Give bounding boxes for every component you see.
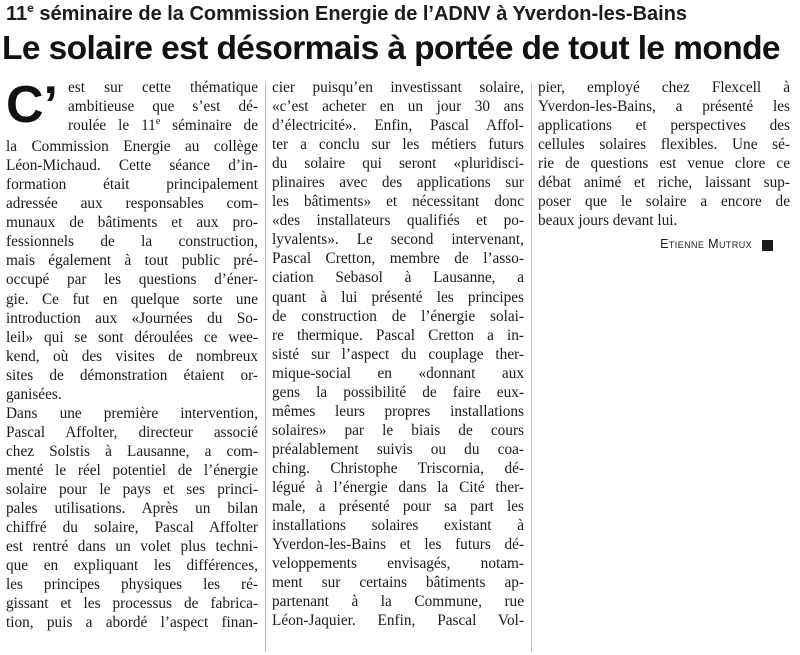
text-line: ter a conclu sur les métiers futurs: [272, 136, 524, 154]
text-line: introduction aux «Journées du So-: [6, 309, 258, 327]
text-line: menté le réel potentiel de l’énergie: [6, 461, 258, 479]
text-line: beaux jours devant lui.: [538, 212, 678, 230]
text-line: gissant et les processus de fabrica-: [6, 595, 258, 613]
kicker-line: [6, 2, 796, 28]
text-line: les principes physiques les ré-: [6, 576, 258, 594]
ordinal-suffix: e: [155, 116, 161, 128]
text-line: fessionnels de la construction,: [6, 233, 258, 251]
text-line: chiffré du solaire, Pascal Affolter: [6, 519, 258, 537]
text-line: mais également à tout public pré-: [6, 252, 258, 270]
text-line: la Commission Energie au collège: [6, 138, 258, 156]
text-fragment: roulée le 11: [68, 117, 156, 135]
text-line: munaux de bâtiments et aux pro-: [6, 214, 258, 232]
text-line: lyvalents». Le second intervenant,: [272, 231, 524, 249]
text-line: solaire pour le pays et ses princi-: [6, 480, 258, 498]
column-rule-2: [531, 82, 532, 652]
text-line: Pascal Affolter, directeur associé: [6, 423, 258, 441]
column-3: [538, 78, 790, 653]
text-line: kend, où des visites de nombreux: [6, 347, 258, 365]
text-line: d’électricité». Enfin, Pascal Affol-: [272, 117, 524, 135]
text-line: sites de démonstration étaient or-: [6, 366, 258, 384]
kicker-number: 11: [6, 3, 28, 25]
text-line: mique-social en «donnant aux: [272, 364, 524, 382]
text-line: solaires» par le biais de cours: [272, 421, 524, 439]
text-line: re thermique. Pascal Cretton a in-: [272, 326, 524, 344]
text-line: occupé par les questions d’éner-: [6, 271, 258, 289]
text-line: ciation Sebasol à Lausanne, a: [272, 269, 524, 287]
text-line: leil» qui se sont déroulées ce wee-: [6, 328, 258, 346]
text-line: Dans une première intervention,: [6, 404, 258, 422]
text-fragment: séminaire de: [160, 117, 258, 135]
text-line: installations solaires existant à: [272, 517, 524, 535]
text-line: [6, 116, 258, 137]
text-line: gie. Ce fut en quelque sorte une: [6, 290, 258, 308]
text-line: veloppements envisagés, notam-: [272, 555, 524, 573]
text-line: mêmes leurs propres installations: [272, 402, 524, 420]
drop-cap: C’: [6, 76, 58, 134]
text-line: male, a présenté pour sa part les: [272, 498, 524, 516]
kicker-text: séminaire de la Commission Energie de l’ADNV à Yverdon-les-Bains: [33, 3, 688, 25]
text-line: Léon-Michaud. Cette séance d’in-: [6, 157, 258, 175]
headline: Le solaire est désormais à portée de tout le monde: [2, 30, 780, 67]
text-line: légué à l’énergie dans la Cité ther-: [272, 478, 524, 496]
text-line: ganisées.: [6, 385, 62, 403]
text-line: ment sur certains bâtiments ap-: [272, 574, 524, 592]
text-line: «des installateurs qualifiés et po-: [272, 212, 524, 230]
text-line: formation était principalement: [6, 176, 258, 194]
text-line: chez Solstis à Lausanne, a com-: [6, 442, 258, 460]
text-line: adressée aux responsables com-: [6, 195, 258, 213]
column-1: [6, 78, 258, 653]
text-line: Léon-Jaquier. Enfin, Pascal Vol-: [272, 612, 524, 630]
text-line: ching. Christophe Triscornia, dé-: [272, 459, 524, 477]
text-line: «c’est acheter en un jour 30 ans: [272, 98, 524, 116]
text-line: les bâtiments» et nécessitant donc: [272, 193, 524, 211]
text-line: pales utilisations. Après un bilan: [6, 500, 258, 518]
text-line: poser que le solaire a encore de: [538, 193, 790, 211]
text-line: rie de questions est venue clore ce: [538, 155, 790, 173]
text-line: quant à lui présenté les principes: [272, 288, 524, 306]
text-line: sisté sur l’aspect du couplage ther-: [272, 345, 524, 363]
text-line: est sur cette thématique: [68, 79, 258, 96]
text-line: gens la possibilité de faire eux-: [272, 383, 524, 401]
text-line: Yverdon-les-Bains et les futurs dé-: [272, 536, 524, 554]
text-line: que en expliquant les différences,: [6, 557, 258, 575]
text-line: Pascal Cretton, membre de l’asso-: [272, 250, 524, 268]
end-mark-icon: [762, 240, 773, 251]
text-line: est rentré dans un volet plus techni-: [6, 538, 258, 556]
column-2: [272, 78, 524, 653]
text-line: débat animé et riche, laissant sup-: [538, 174, 790, 192]
text-line: applications et perspectives des: [538, 117, 790, 135]
text-line: Yverdon-les-Bains, a présenté les: [538, 98, 790, 116]
text-line: du solaire qui seront «pluridisci-: [272, 155, 524, 173]
text-line: plinaires avec des applications sur: [272, 174, 524, 192]
text-line: ambitieuse que s’est dé-: [68, 98, 258, 116]
text-line: pier, employé chez Flexcell à: [538, 79, 790, 96]
author-signature: Etienne Mutrux: [660, 237, 752, 251]
text-line: tion, puis a abordé l’aspect finan-: [6, 614, 258, 632]
kicker-number-suffix: e: [27, 1, 34, 15]
text-line: de construction de l’énergie solai-: [272, 307, 524, 325]
text-line: préalablement suivis ou du coa-: [272, 440, 524, 458]
column-rule-1: [265, 82, 266, 652]
text-line: partenant à la Commune, rue: [272, 593, 524, 611]
text-line: cellules solaires flexibles. Une sé-: [538, 136, 790, 154]
text-line: cier puisqu’en investissant solaire,: [272, 79, 524, 96]
